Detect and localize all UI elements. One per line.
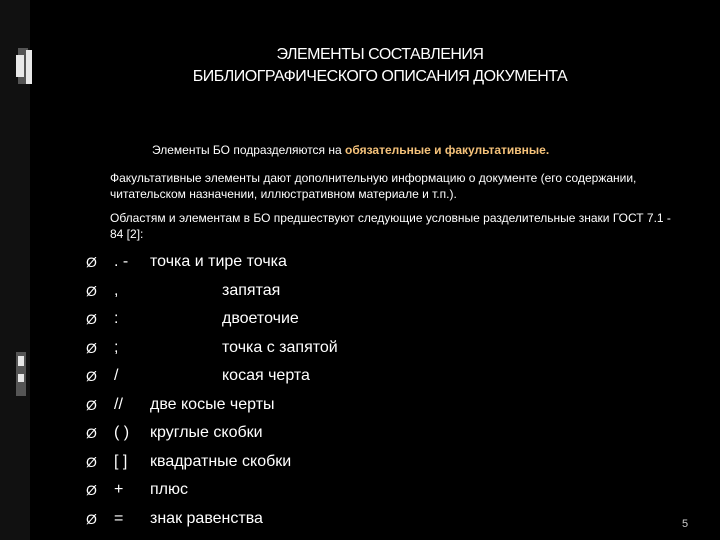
paragraph-3: Областям и элементам в БО предшествуют следующие условные разделительные знаки ГОСТ 7.1 - 84 [2]: <box>110 211 671 241</box>
paragraph-2: Факультативные элементы дают дополнительную информацию о документе (его содержании, читательском назначении, иллюстративном материале и т.п.). <box>110 171 637 201</box>
arrow-bullet-icon: Ø <box>86 453 97 470</box>
deco-bar-white-top-right <box>26 50 32 84</box>
separator-description: знак равенства <box>150 509 263 527</box>
arrow-bullet-icon: Ø <box>86 254 97 270</box>
page-number: 5 <box>682 518 689 530</box>
paragraph-1 <box>152 142 672 158</box>
separator-description: квадратные скобки <box>150 452 292 470</box>
separator-description: запятая <box>222 281 281 299</box>
list-item <box>86 450 686 474</box>
list-item <box>86 478 686 502</box>
title-line-1: ЭЛЕМЕНТЫ СОСТАВЛЕНИЯ <box>276 46 484 63</box>
arrow-bullet-icon: Ø <box>86 482 97 498</box>
separator-sign: / <box>114 367 119 384</box>
deco-bar-white-bottom-1 <box>18 356 24 366</box>
separator-sign: , <box>114 281 119 299</box>
arrow-bullet-icon: Ø <box>86 396 97 413</box>
deco-bar-white-top-left <box>16 55 24 77</box>
deco-bar-white-bottom-2 <box>18 374 24 382</box>
separator-description: две косые черты <box>150 395 275 413</box>
separator-description: косая черта <box>222 367 310 384</box>
separator-description: круглые скобки <box>150 424 263 441</box>
separator-description: двоеточие <box>222 310 299 327</box>
paragraph-1-prefix: Элементы БО подразделяются на <box>152 143 346 157</box>
separator-description: точка и тире точка <box>150 253 287 270</box>
title-line-2: БИБЛИОГРАФИЧЕСКОГО ОПИСАНИЯ ДОКУМЕНТА <box>192 68 568 85</box>
separator-description: точка с запятой <box>222 338 338 356</box>
separator-sign: + <box>114 481 124 498</box>
arrow-bullet-icon: Ø <box>86 510 97 527</box>
list-item <box>86 421 686 445</box>
separator-description: плюс <box>150 481 188 498</box>
separator-sign: ; <box>114 338 119 356</box>
separator-sign: . - <box>114 253 129 270</box>
list-item <box>86 507 689 531</box>
arrow-bullet-icon: Ø <box>86 311 97 327</box>
separator-sign: = <box>114 509 124 527</box>
separator-sign: : <box>114 310 119 327</box>
list-item <box>86 393 686 417</box>
separator-sign: [ ] <box>114 452 128 470</box>
arrow-bullet-icon: Ø <box>86 339 97 356</box>
list-item <box>86 250 686 274</box>
list-item <box>86 279 686 303</box>
list-item <box>86 364 686 388</box>
arrow-bullet-icon: Ø <box>86 368 97 384</box>
arrow-bullet-icon: Ø <box>86 282 97 299</box>
list-item <box>86 336 686 360</box>
list-item <box>86 307 686 331</box>
separator-sign: ( ) <box>114 424 130 441</box>
slide-title <box>120 44 640 88</box>
arrow-bullet-icon: Ø <box>86 425 97 441</box>
separator-sign: // <box>114 395 123 413</box>
paragraph-1-emphasis: обязательные и факультативные. <box>345 143 550 157</box>
